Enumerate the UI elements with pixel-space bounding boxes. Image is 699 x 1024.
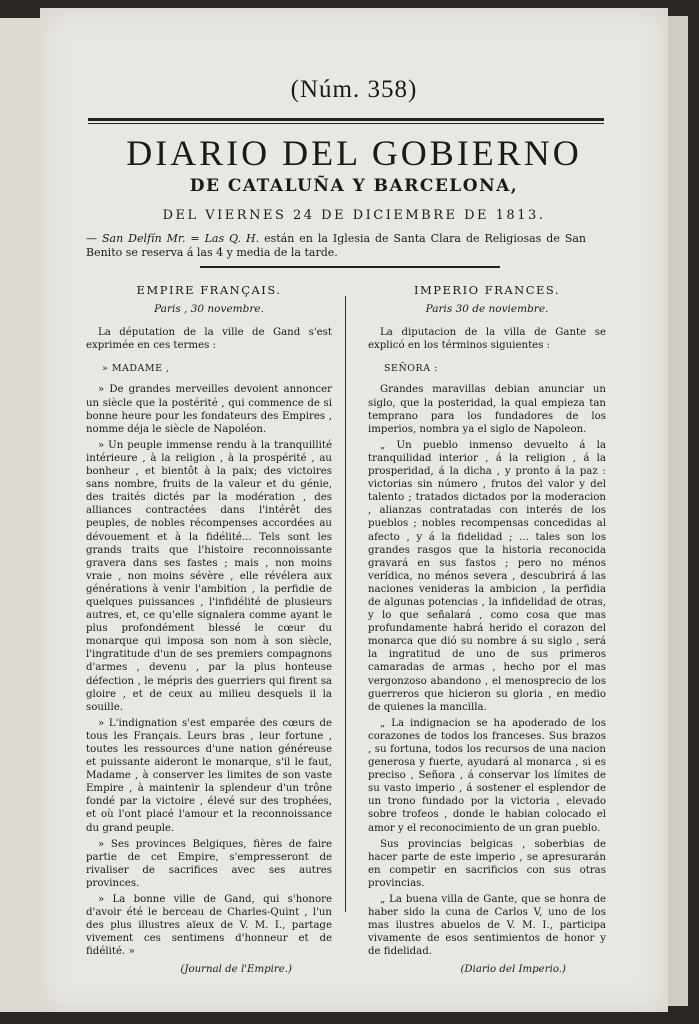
notice-text: están en la Iglesia de Santa Clara de Religiosas de San Benito se reserva á las 4 y media de la tarde. [86,232,586,259]
french-source: (Journal de l'Empire.) [180,963,292,975]
french-paragraph: » La bonne ville de Gand, qui s'honore d'avoir été le berceau de Charles-Quint , l'un des plus illustres aïeux de V. M. I., partage vivement ces sentimens d'honneur et de fidélité. » [86,894,332,958]
spanish-source: (Diario del Imperio.) [460,963,566,975]
section-rule [200,266,500,268]
spanish-paragraph: Sus provincias belgicas , soberbias de hacer parte de este imperio , se apresurarán en competir en sacrificios con sus otras provincias. [368,838,606,889]
column-divider [345,296,346,912]
spanish-paragraph: „ La buena villa de Gante, que se honra de haber sido la cuna de Carlos V, uno de los mas ilustres abuelos de V. M. I., participa vivamente de esos sentimientos de honor y de fidelidad. [368,894,606,958]
saints-of-day: San Delfín Mr. = Las Q. H. [101,232,260,245]
french-dateline: Paris , 30 novembre. [154,303,264,316]
spanish-dateline: Paris 30 de noviembre. [425,303,549,316]
newspaper-page [40,8,668,1012]
french-paragraph: » L'indignation s'est emparée des cœurs de tous les Français. Leurs bras , leur fortune , toutes les ressources d'une nation généreuse et puissante aideront le monarque, s'il le faut, Madame , à conserver les limites de son vaste Empire , à maintenir la splendeur d'un trône fondé par la victoire , élevé sur des trophées, et où l'ont placé l'amour et la reconnoissance du grand peuple. [86,717,332,834]
french-heading: EMPIRE FRANÇAIS. [136,283,282,297]
top-rule [88,118,604,121]
spanish-column [368,284,606,976]
saints-notice: — San Delfín Mr. = Las Q. H. están en la Iglesia de Santa Clara de Religiosas de San Benito se reserva á las 4 y media de la tarde. [86,232,586,259]
top-rule-thin [88,123,604,124]
spanish-paragraph: „ Un pueblo inmenso devuelto á la tranquilidad interior , á la religion , á la prosperidad, á la dicha , y pronto á la paz : victorias sin número , frutos del valor y del talento ; tratados dictados por la moderacion , alianzas contratadas con interés de los pueblos ; nobles recompensas concedidas al afecto , y á la fidelidad ; ... tales son los grandes rasgos que la historia reconocida gravará en sus fastos ; pero no ménos verídica, no ménos severa , descubrirá á las naciones venideras la ambicion , la perfidia de algunas potencias , la infidelidad de otras, y lo que señalará , como cosa que mas profundamente habrá herido el corazon del monarca que dió su nombre á su siglo , será la ingratitud de uno de sus primeros camaradas de armas , hecho por el mas vergonzoso abandono , el menosprecio de los guerreros que hicieron su gloria , en medio de quienes la mancilla. [368,439,606,713]
french-intro: La députation de la ville de Gand s'est exprimée en ces termes : [86,327,332,352]
french-paragraph: » Ses provinces Belgiques, fières de faire partie de cet Empire, s'empresseront de rivaliser de sacrifices avec ses autres provinces. [86,838,332,889]
french-paragraph: » Un peuple immense rendu à la tranquillité intérieure , à la religion , à la prospérité , au bonheur , et bientôt à la paix; des victoires sans nombre, fruits de la valeur et du génie, des traités dictés par la modération , des alliances contractées dans l'intérêt des peuples, de nobles récompenses accordées au dévouement et à la fidélité... Tels sont les grands traits que l'histoire reconnoissante gravera dans ses fastes ; mais , non moins vraie , non moins sévère , elle révélera aux générations à venir l'ambition , la perfidie de quelques puissances , l'infidélité de plusieurs autres, et, ce qu'elle signalera comme ayant le plus profondément blessé le cœur du monarque qui imposa son nom à son siècle, l'ingratitude d'un de ses premiers compagnons d'armes , devenu , par la plus honteuse défection , le mépris des guerriers qui firent sa gloire , et de ceux au milieu desquels il la souille. [86,439,332,713]
spanish-salutation: SEÑORA : [384,363,438,375]
spanish-heading: IMPERIO FRANCES. [413,283,561,297]
french-paragraph: » De grandes merveilles devoient annoncer un siècle que la postérité , qui commence de si bonne heure pour les fondateurs des Empires , nomme déja le siècle de Napoléon. [86,384,332,435]
spanish-paragraph: „ La indignacion se ha apoderado de los corazones de todos los franceses. Sus brazos , su fortuna, todos los recursos de una nacion generosa y fuerte, ayudará al monarca , si es preciso , Señora , á conservar los límites de su vasto imperio , á sostener el esplendor de un trono fundado por la victoria , elevado sobre trofeos , donde le habian colocado el amor y el reconocimiento de un gran pueblo. [368,717,606,834]
spanish-intro: La diputacion de la villa de Gante se explicó en los términos siguientes : [368,327,606,352]
french-salutation: » MADAME , [102,363,170,375]
masthead-subtitle: DE CATALUÑA Y BARCELONA, [189,176,519,196]
issue-number: (Núm. 358) [290,76,418,103]
french-column [86,284,332,976]
dateline: DEL VIERNES 24 DE DICIEMBRE DE 1813. [162,208,546,223]
facing-page-edge [0,18,43,1012]
spanish-paragraph: Grandes maravillas debian anunciar un siglo, que la posteridad, la qual empieza tan temprano para los fundadores de los imperios, nombra ya el siglo de Napoleon. [368,384,606,435]
page-stack-edge [668,16,688,1006]
masthead-title: DIARIO DEL GOBIERNO [126,133,582,173]
